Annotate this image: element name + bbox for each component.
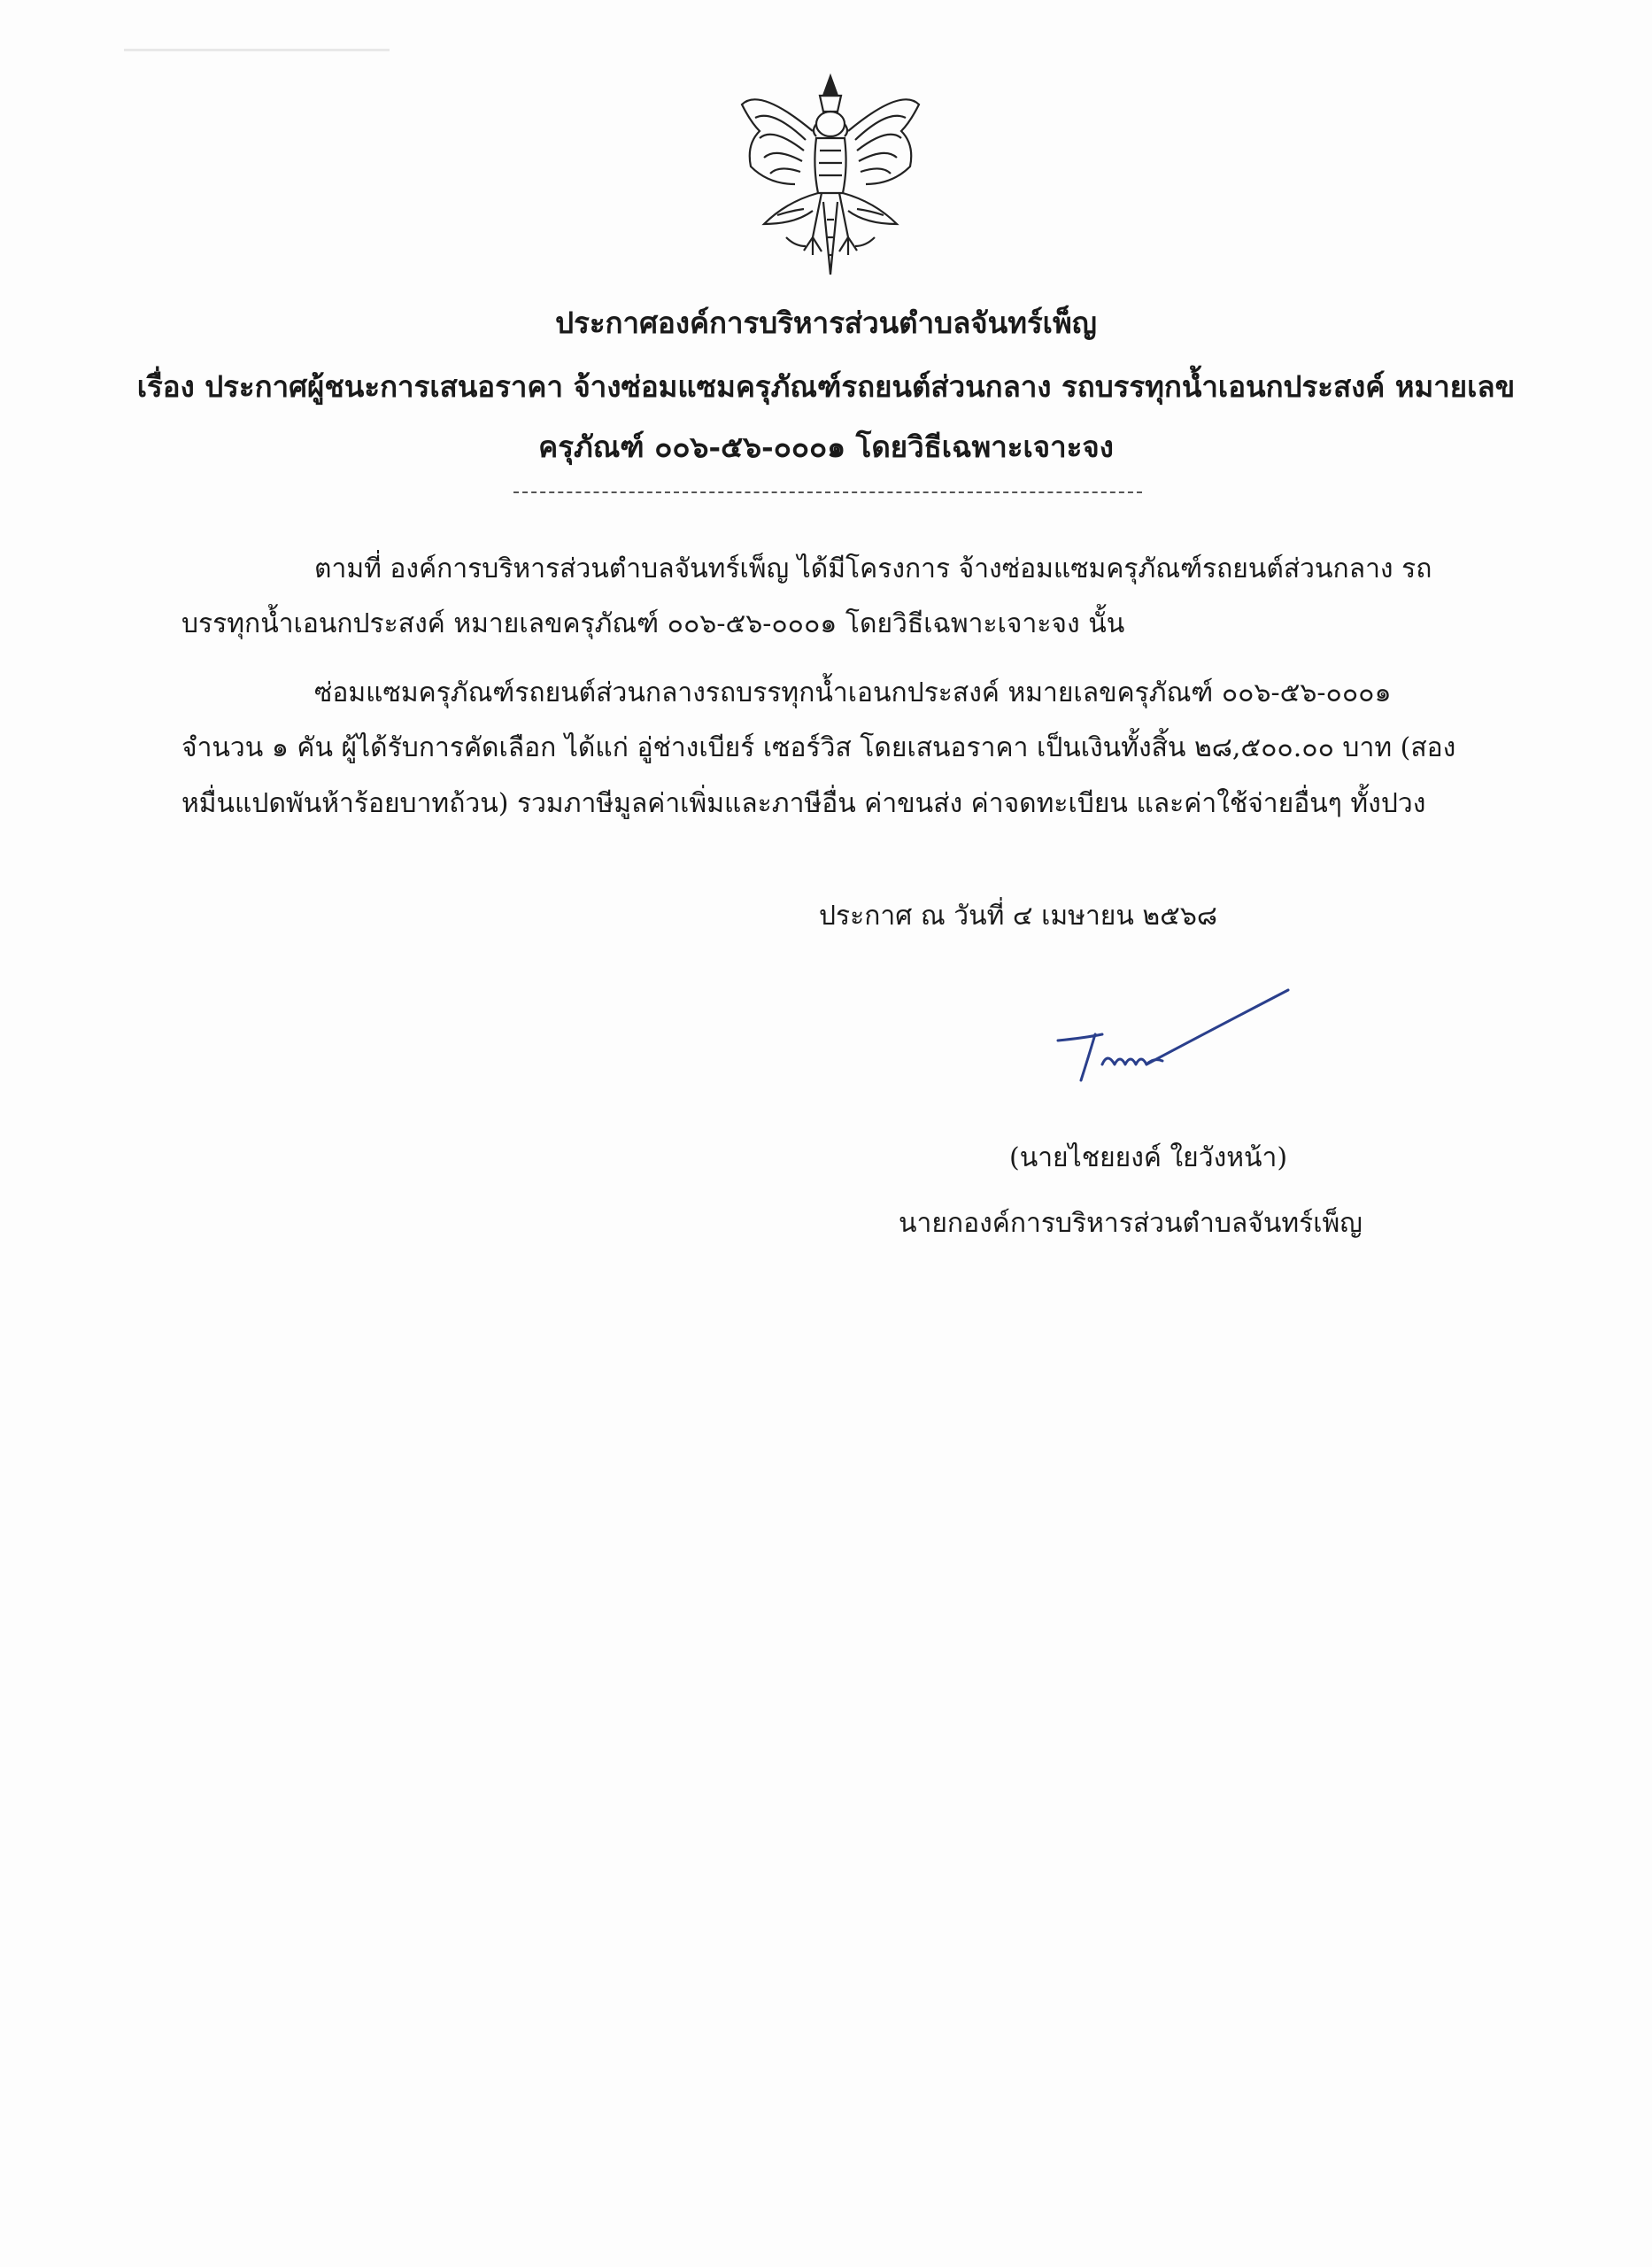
paragraph-2-line-3: หมื่นแปดพันห้าร้อยบาทถ้วน) รวมภาษีมูลค่าเพิ่มและภาษีอื่น ค่าขนส่ง ค่าจดทะเบียน และค่าใช้จ่ายอื่นๆ ทั้งปวง (181, 788, 1426, 819)
subject-line: เรื่อง ประกาศผู้ชนะการเสนอราคา จ้างซ่อมแซมครุภัณฑ์รถยนต์ส่วนกลาง รถบรรทุกน้ำเอนกประสงค์ หมายเลข (136, 369, 1516, 404)
paragraph-2-line-1: ซ่อมแซมครุภัณฑ์รถยนต์ส่วนกลางรถบรรทุกน้ำเอนกประสงค์ หมายเลขครุภัณฑ์ ๐๐๖-๕๖-๐๐๐๑ (314, 677, 1392, 708)
divider (513, 491, 1142, 493)
signature-image (1049, 983, 1297, 1098)
signatory-name: (นายไชยยงค์ ใยวังหน้า) (1009, 1142, 1288, 1173)
paragraph-1-line-2: บรรทุกน้ำเอนกประสงค์ หมายเลขครุภัณฑ์ ๐๐๖-๕๖-๐๐๐๑ โดยวิธีเฉพาะเจาะจง นั้น (181, 608, 1125, 639)
announcement-date: ประกาศ ณ วันที่ ๔ เมษายน ๒๕๖๘ (819, 901, 1218, 932)
paragraph-1-line-1: ตามที่ องค์การบริหารส่วนตำบลจันทร์เพ็ญ ได้มีโครงการ จ้างซ่อมแซมครุภัณฑ์รถยนต์ส่วนกลาง รถ (314, 553, 1432, 584)
scan-artifact (124, 49, 390, 51)
paragraph-2-line-2: จำนวน ๑ คัน ผู้ได้รับการคัดเลือก ได้แก่ อู่ช่างเบียร์ เซอร์วิส โดยเสนอราคา เป็นเงินทั้งสิ้น ๒๘,๕๐๐.๐๐ บาท (สอง (181, 732, 1456, 763)
signatory-title: นายกองค์การบริหารส่วนตำบลจันทร์เพ็ญ (899, 1208, 1363, 1239)
document-title: ประกาศองค์การบริหารส่วนตำบลจันทร์เพ็ญ (555, 306, 1097, 340)
garuda-emblem-icon (724, 69, 937, 286)
subject-continuation: ครุภัณฑ์ ๐๐๖-๕๖-๐๐๐๑ โดยวิธีเฉพาะเจาะจง (538, 429, 1114, 464)
